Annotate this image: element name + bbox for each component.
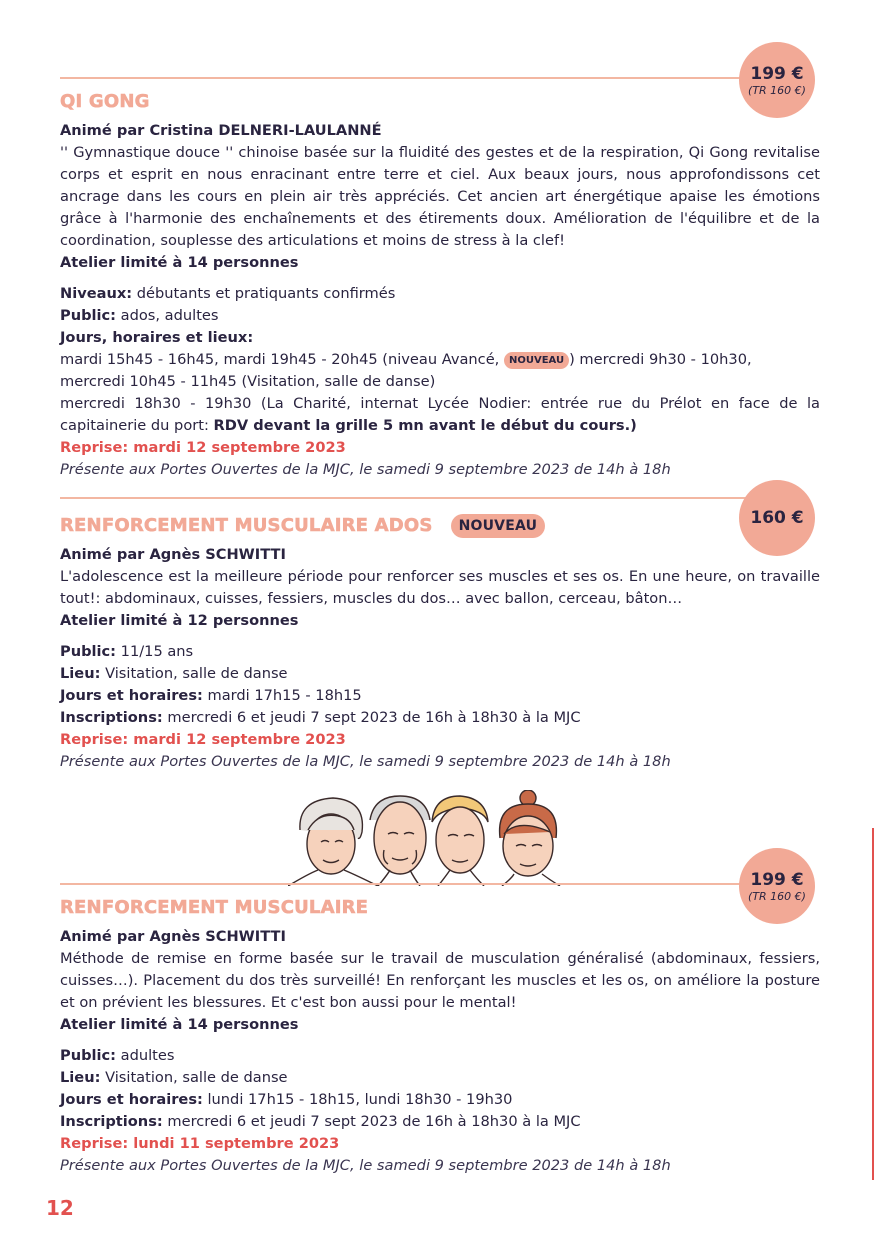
reprise-date: Reprise: mardi 12 septembre 2023 bbox=[60, 731, 346, 748]
price-reduced: (TR 160 €) bbox=[748, 889, 806, 903]
section-title: RENFORCEMENT MUSCULAIRE ADOS NOUVEAU bbox=[60, 514, 820, 538]
lieu-line: Lieu: Visitation, salle de danse bbox=[60, 665, 288, 682]
animator: Animé par Agnès SCHWITTI bbox=[60, 546, 286, 563]
section-divider-ados bbox=[60, 497, 750, 499]
open-house-note: Présente aux Portes Ouvertes de la MJC, le samedi 9 septembre 2023 de 14h à 18h bbox=[60, 461, 671, 478]
description: L'adolescence est la meilleure période pour renforcer ses muscles et ses os. En une heure, on travaille tout!: abdominaux, cuisses, fessiers, muscles du dos… avec ballon, cerceau, bâton… bbox=[60, 568, 820, 607]
schedule-line: Jours et horaires: mardi 17h15 - 18h15 bbox=[60, 687, 362, 704]
section-divider-renfo bbox=[60, 883, 750, 885]
lieu-line: Lieu: Visitation, salle de danse bbox=[60, 1069, 288, 1086]
reprise-date: Reprise: lundi 11 septembre 2023 bbox=[60, 1135, 340, 1152]
section-renfo bbox=[60, 896, 820, 1177]
capacity-limit: Atelier limité à 12 personnes bbox=[60, 612, 299, 629]
animator: Animé par Agnès SCHWITTI bbox=[60, 928, 286, 945]
reprise-date: Reprise: mardi 12 septembre 2023 bbox=[60, 439, 346, 456]
open-house-note: Présente aux Portes Ouvertes de la MJC, le samedi 9 septembre 2023 de 14h à 18h bbox=[60, 753, 671, 770]
schedule-line-2: mercredi 18h30 - 19h30 (La Charité, internat Lycée Nodier: entrée rue du Prélot en face de la capitainerie du port: RDV devant la grille 5 mn avant le début du cours.) bbox=[60, 395, 820, 434]
schedule-label: Jours, horaires et lieux: bbox=[60, 329, 254, 346]
faces-illustration bbox=[288, 790, 578, 886]
side-accent-bar bbox=[872, 828, 874, 1180]
new-badge: NOUVEAU bbox=[451, 514, 546, 538]
registration-line: Inscriptions: mercredi 6 et jeudi 7 sept 2023 de 16h à 18h30 à la MJC bbox=[60, 709, 581, 726]
levels-value: débutants et pratiquants confirmés bbox=[132, 285, 396, 302]
description: Méthode de remise en forme basée sur le travail de musculation généralisé (abdominaux, fessiers, cuisses…). Placement du dos très surveillé! En renforçant les muscles et les os, on améliore la posture et on prévient les blessures. Et c'est bon aussi pour le mental! bbox=[60, 950, 820, 1011]
public-line: Public: adultes bbox=[60, 1047, 175, 1064]
section-qigong bbox=[60, 90, 820, 481]
section-title: QI GONG bbox=[60, 91, 150, 112]
capacity-limit: Atelier limité à 14 personnes bbox=[60, 1016, 299, 1033]
schedule-line: Jours et horaires: lundi 17h15 - 18h15, lundi 18h30 - 19h30 bbox=[60, 1091, 513, 1108]
levels-line bbox=[60, 283, 820, 305]
public-line: Public: 11/15 ans bbox=[60, 643, 194, 660]
schedule-line-1: mardi 15h45 - 16h45, mardi 19h45 - 20h45 (niveau Avancé, NOUVEAU ) mercredi 9h30 - 10h30, mercredi 10h45 - 11h45 (Visitation, salle de danse) bbox=[60, 351, 752, 390]
price-value: 199 € bbox=[750, 63, 804, 84]
page-number: 12 bbox=[46, 1196, 74, 1220]
public-value: ados, adultes bbox=[116, 307, 219, 324]
description: '' Gymnastique douce '' chinoise basée sur la fluidité des gestes et de la respiration, Qi Gong revitalise corps et esprit en nous enracinant entre terre et ciel. Aux beaux jours, nous approfondissons cet ancrage dans les cours en plein air très appréciés. Cet ancien art énergétique apaise les émotions grâce à l'harmonie des enchaînements et des étirements doux. Amélioration de l'équilibre et de la coordination, souplesse des articulations et moins de stress à la clef! bbox=[60, 144, 820, 249]
public-label: Public: bbox=[60, 307, 117, 324]
capacity-limit: Atelier limité à 14 personnes bbox=[60, 254, 299, 271]
section-divider-qigong bbox=[60, 77, 750, 79]
open-house-note: Présente aux Portes Ouvertes de la MJC, le samedi 9 septembre 2023 de 14h à 18h bbox=[60, 1157, 671, 1174]
new-badge: NOUVEAU bbox=[504, 352, 569, 369]
price-reduced: (TR 160 €) bbox=[748, 83, 806, 97]
levels-label: Niveaux: bbox=[60, 285, 133, 302]
public-line bbox=[60, 305, 820, 327]
price-value: 160 € bbox=[750, 508, 804, 528]
section-title: RENFORCEMENT MUSCULAIRE bbox=[60, 897, 369, 918]
price-value: 199 € bbox=[750, 869, 804, 890]
animator: Animé par Cristina DELNERI-LAULANNÉ bbox=[60, 122, 382, 139]
registration-line: Inscriptions: mercredi 6 et jeudi 7 sept 2023 de 16h à 18h30 à la MJC bbox=[60, 1113, 581, 1130]
section-ados bbox=[60, 514, 820, 773]
